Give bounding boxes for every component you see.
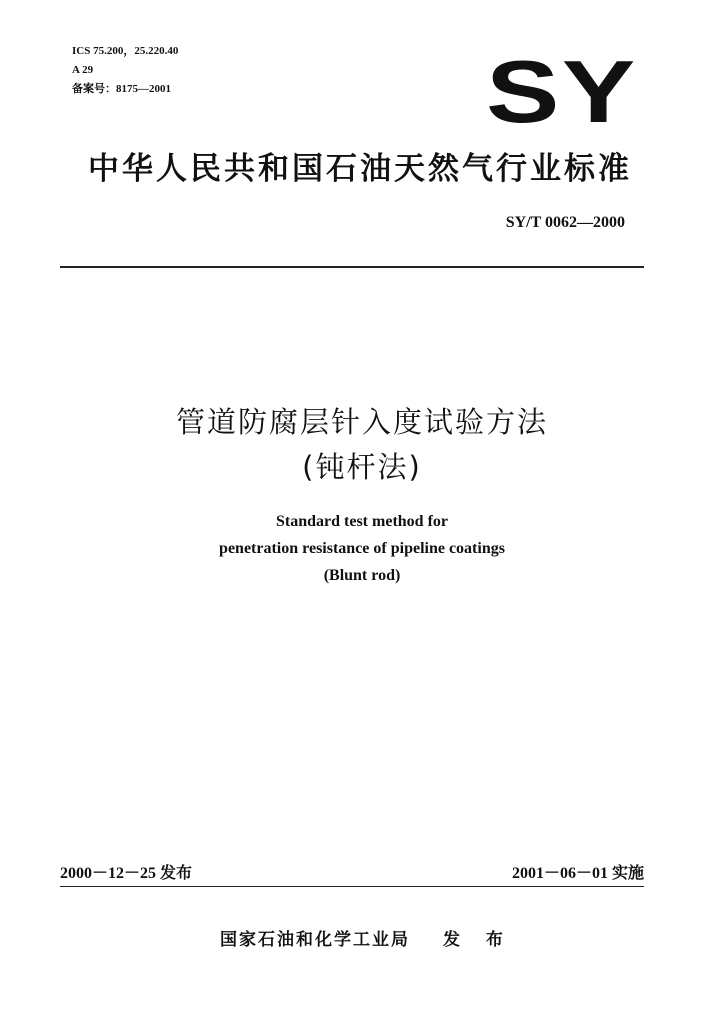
meta-block bbox=[72, 42, 178, 99]
issue-date: 2000－12－25 发布 bbox=[60, 865, 193, 882]
implementation-date: 2001－06－01 实施 bbox=[511, 865, 644, 882]
filing-number: 备案号：8175—2001 bbox=[72, 83, 171, 95]
ics-code: ICS 75.200，25.220.40 bbox=[72, 45, 179, 57]
bottom-divider bbox=[60, 886, 644, 887]
publisher-name: 国家石油和化学工业局 bbox=[220, 930, 410, 950]
english-title-line-1: Standard test method for bbox=[276, 513, 448, 530]
top-divider bbox=[60, 266, 644, 268]
organization-title: 中华人民共和国石油天然气行业标准 bbox=[88, 151, 632, 187]
english-title-line-3: (Blunt rod) bbox=[323, 567, 401, 584]
chinese-title-line-2: (钝杆法) bbox=[302, 450, 422, 484]
class-code: A 29 bbox=[72, 64, 94, 76]
chinese-title-line-1: 管道防腐层针入度试验方法 bbox=[175, 405, 548, 439]
standard-number: SY/T 0062—2000 bbox=[505, 214, 625, 231]
sy-logo: SY bbox=[486, 42, 638, 141]
publish-label: 发 布 bbox=[443, 930, 513, 950]
english-title-line-2: penetration resistance of pipeline coatings bbox=[219, 540, 505, 557]
